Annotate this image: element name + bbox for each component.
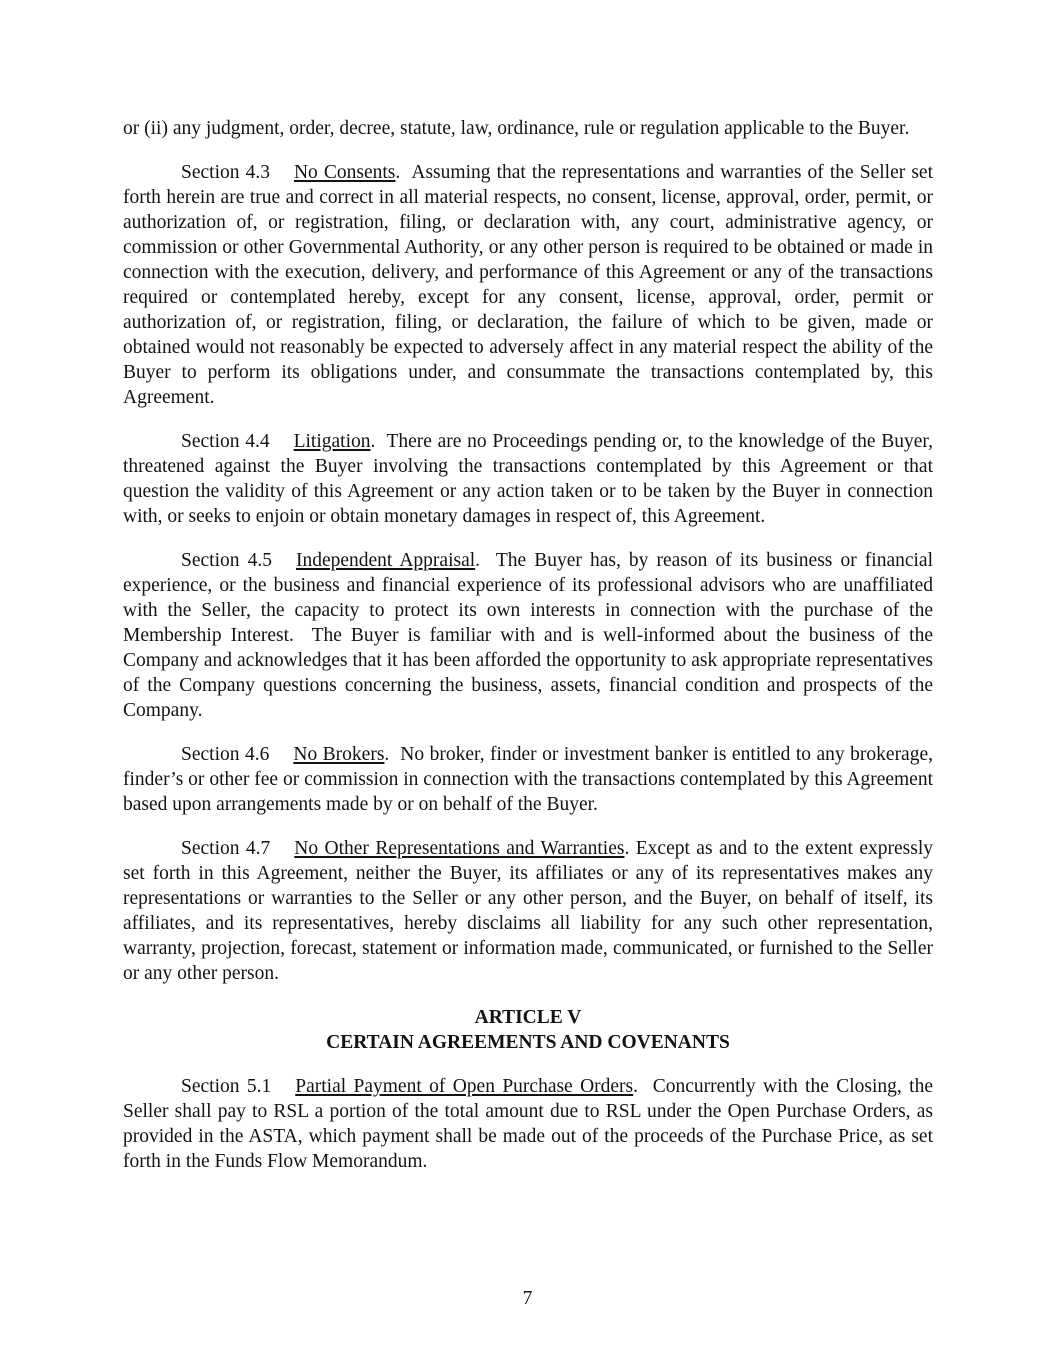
section-4-6-body: No broker, finder or investment banker is entitled to any brokerage, finder’s or other fee or commission in connection with the transactions contemplated by this Agreement based upon arrangements made by or on behalf of the Buyer. bbox=[123, 744, 933, 815]
article-number: ARTICLE V bbox=[474, 1007, 582, 1028]
heading-separator: . bbox=[624, 838, 636, 859]
section-4-4-heading: Litigation bbox=[293, 431, 371, 452]
section-4-4-paragraph bbox=[123, 429, 933, 529]
document-content bbox=[123, 116, 933, 1193]
section-4-5-heading: Independent Appraisal bbox=[295, 550, 476, 571]
section-4-5-body: The Buyer has, by reason of its business or financial experience, or the business and financial experience of its professional advisors who are unaffiliated with the Seller, the capacity to protect its own interests in connection with the purchase of the Membership Interest. The Buyer is familiar with and is well-informed about the business of the Company and acknowledges that it has been afforded the opportunity to ask appropriate representatives of the Company questions concerning the business, assets, financial condition and prospects of the Company. bbox=[123, 550, 933, 721]
section-4-7-paragraph bbox=[123, 836, 933, 986]
article-title: CERTAIN AGREEMENTS AND COVENANTS bbox=[326, 1032, 730, 1053]
section-5-1-body: Concurrently with the Closing, the Seller shall pay to RSL a portion of the total amount due to RSL under the Open Purchase Orders, as provided in the ASTA, which payment shall be made out of the proceeds of the Purchase Price, as set forth in the Funds Flow Memorandum. bbox=[123, 1076, 933, 1172]
section-5-1-paragraph bbox=[123, 1074, 933, 1174]
section-4-4-body: There are no Proceedings pending or, to the knowledge of the Buyer, threatened against the Buyer involving the transactions contemplated by this Agreement or that question the validity of this Agreement or any action taken or to be taken by the Buyer in connection with, or seeks to enjoin or obtain monetary damages in respect of, this Agreement. bbox=[123, 431, 933, 527]
section-4-5-paragraph bbox=[123, 548, 933, 723]
section-5-1-label: Section 5.1 bbox=[181, 1076, 272, 1097]
continuation-text: or (ii) any judgment, order, decree, statute, law, ordinance, rule or regulation applicable to the Buyer. bbox=[123, 118, 910, 139]
section-4-7-label: Section 4.7 bbox=[181, 838, 271, 859]
section-5-1-heading: Partial Payment of Open Purchase Orders bbox=[295, 1076, 634, 1097]
section-4-6-heading: No Brokers bbox=[293, 744, 385, 765]
heading-separator: . bbox=[475, 550, 496, 571]
heading-separator: . bbox=[384, 744, 401, 765]
section-4-3-heading: No Consents bbox=[293, 162, 396, 183]
section-4-3-label: Section 4.3 bbox=[181, 162, 270, 183]
section-4-7-body: Except as and to the extent expressly set forth in this Agreement, neither the Buyer, its affiliates or any of its representatives makes any representations or warranties to the Seller or any other person, and the Buyer, on behalf of itself, its affiliates, and its representatives, hereby disclaims all liability for any such other representation, warranty, projection, forecast, statement or information made, communicated, or furnished to the Seller or any other person. bbox=[123, 838, 934, 984]
section-4-5-label: Section 4.5 bbox=[181, 550, 272, 571]
page-number: 7 bbox=[522, 1288, 533, 1309]
section-4-6-label: Section 4.6 bbox=[181, 744, 270, 765]
heading-separator: . bbox=[370, 431, 387, 452]
heading-separator: . bbox=[395, 162, 412, 183]
section-4-3-body: Assuming that the representations and warranties of the Seller set forth herein are true and correct in all material respects, no consent, license, approval, order, permit, or authorization of, or registration, filing, or declaration with, any court, administrative agency, or commission or other Governmental Authority, or any other person is required to be obtained or made in connection with the execution, delivery, and performance of this Agreement or any of the transactions required or contemplated hereby, except for any consent, license, approval, order, permit or authorization of, or registration, filing, or declaration, the failure of which to be given, made or obtained would not reasonably be expected to adversely affect in any material respect the ability of the Buyer to perform its obligations under, and consummate the transactions contemplated by, this Agreement. bbox=[123, 162, 933, 408]
article-heading bbox=[123, 1005, 933, 1055]
heading-separator: . bbox=[633, 1076, 653, 1097]
section-4-6-paragraph bbox=[123, 742, 933, 817]
section-4-3-paragraph bbox=[123, 160, 933, 410]
continuation-paragraph bbox=[123, 116, 933, 141]
section-4-4-label: Section 4.4 bbox=[181, 431, 270, 452]
section-4-7-heading: No Other Representations and Warranties bbox=[294, 838, 625, 859]
